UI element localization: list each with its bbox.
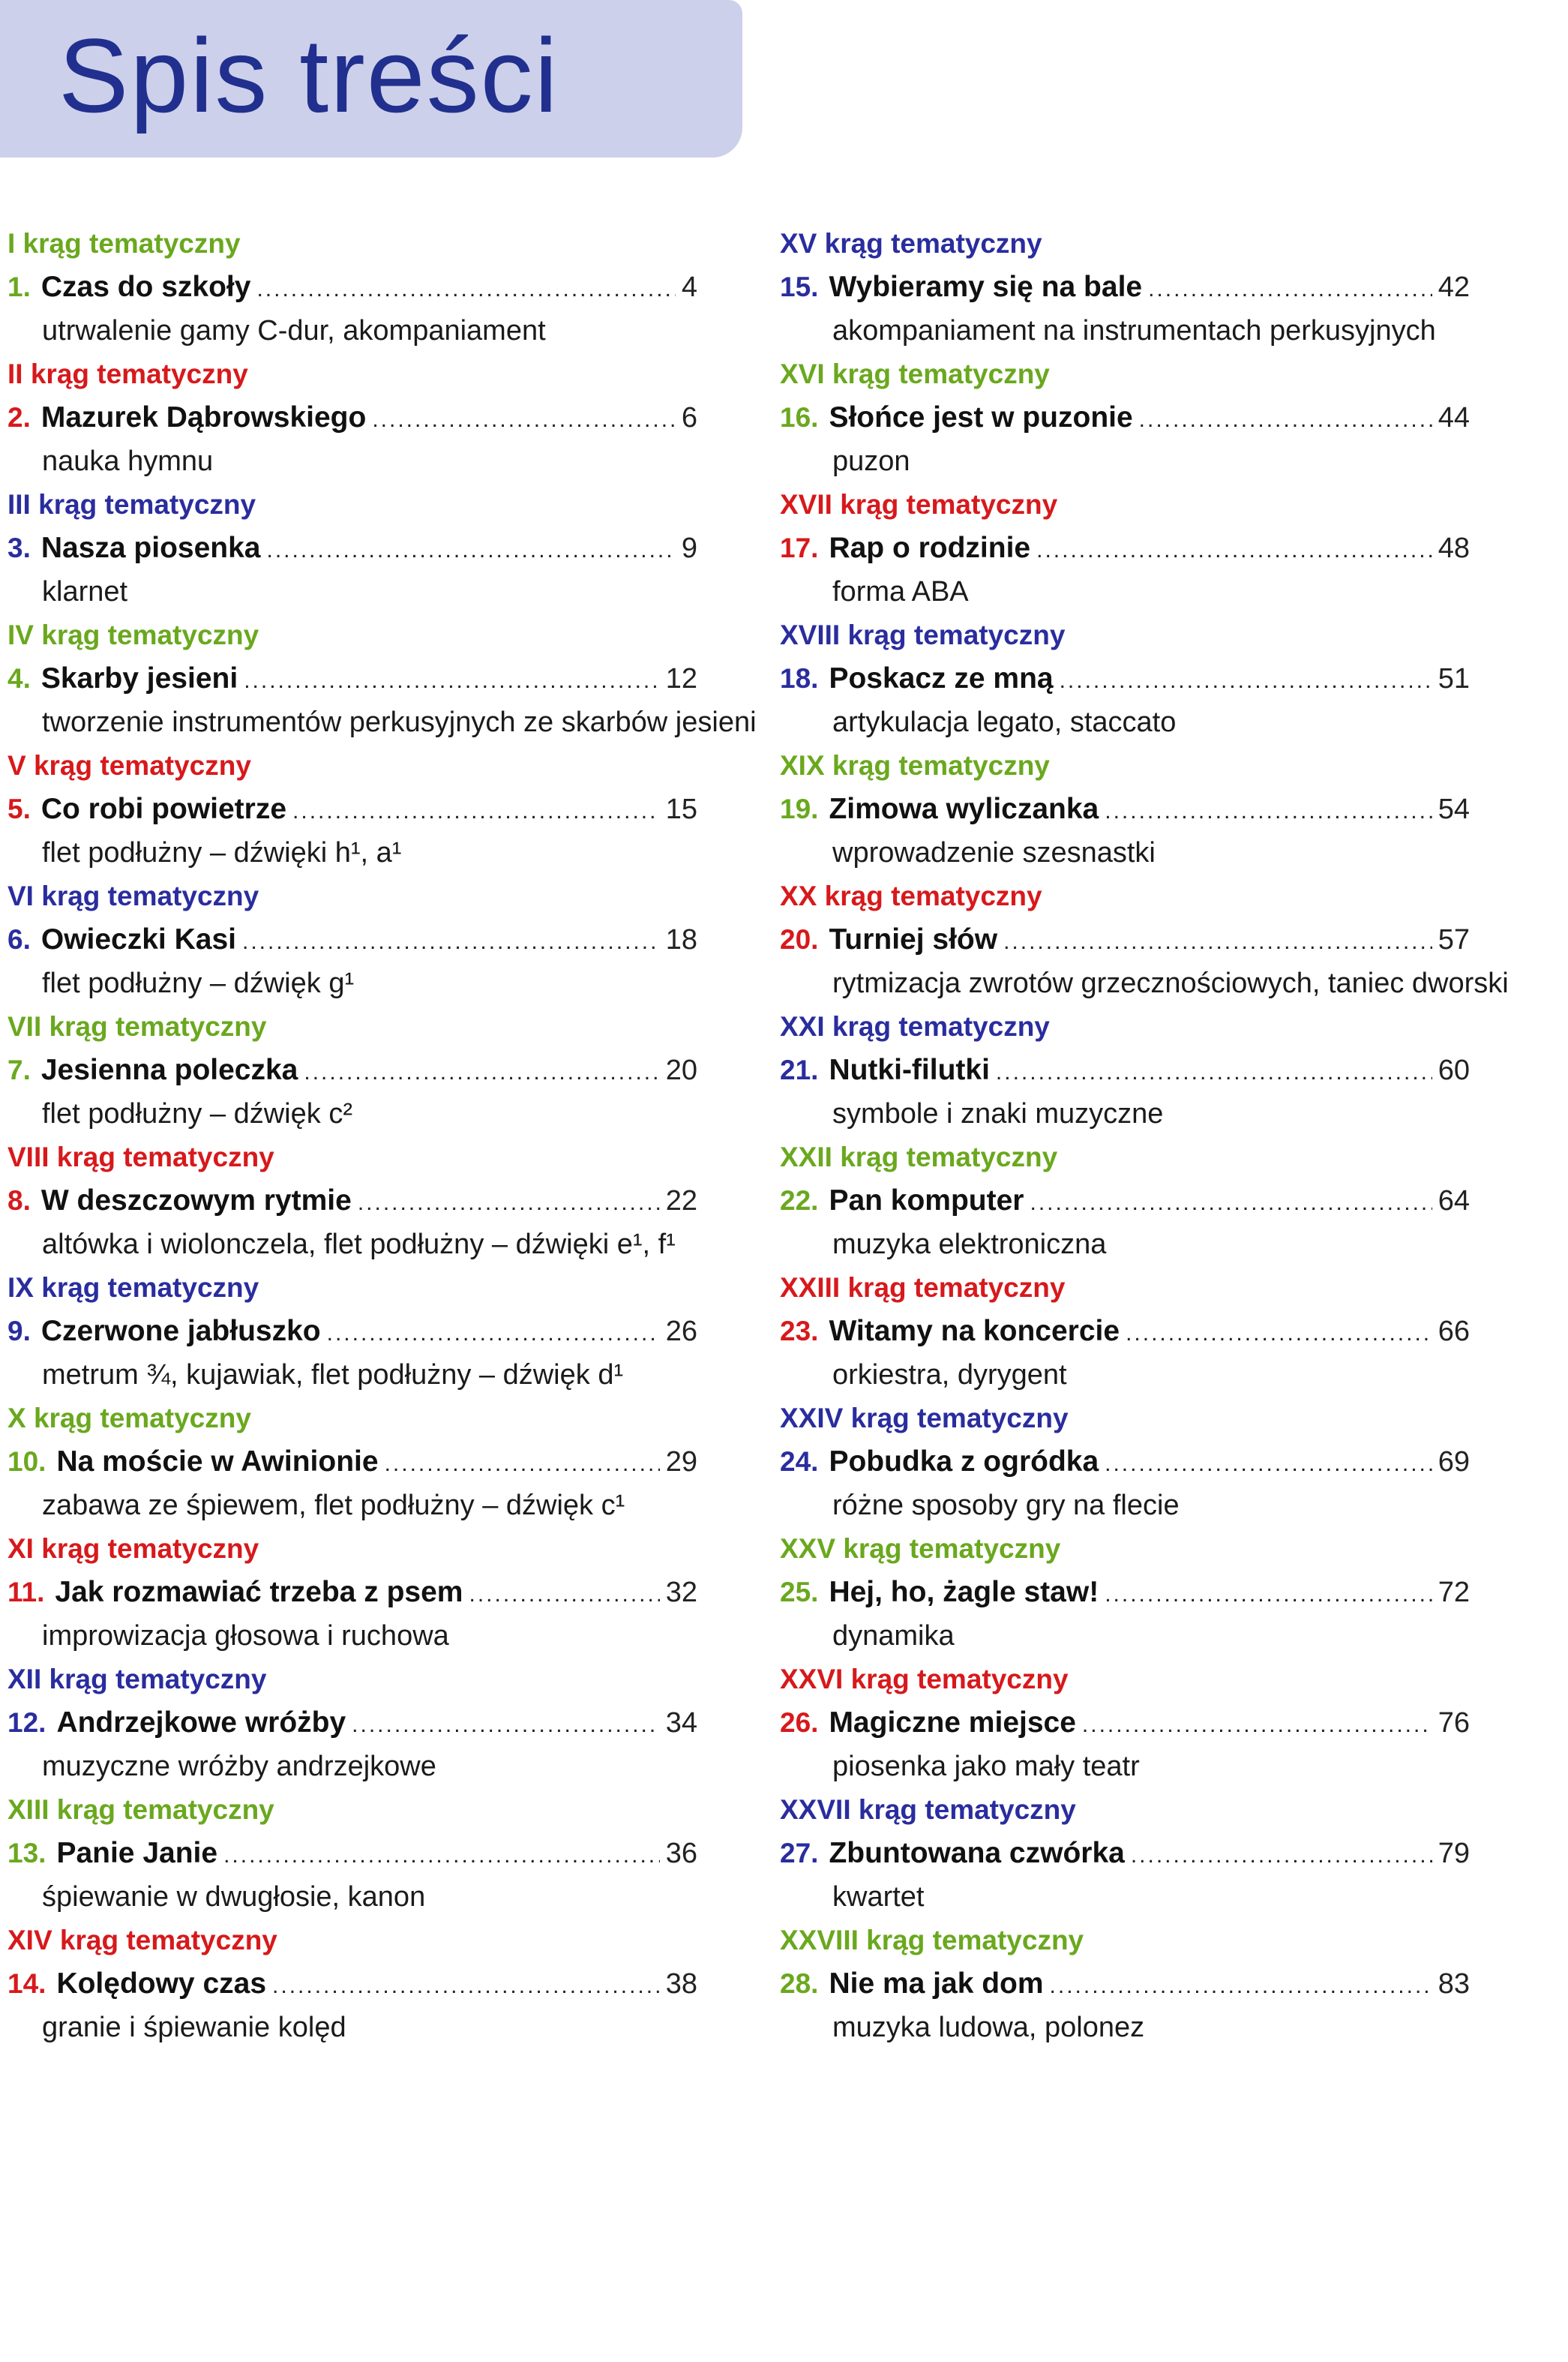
toc-entry[interactable] (7, 1179, 697, 1223)
entry-number: 4. (7, 663, 31, 694)
section-heading: XXVIII krąg tematyczny (780, 1925, 1084, 1955)
toc-entry[interactable] (780, 1179, 1470, 1223)
dot-leader (256, 268, 675, 311)
section-heading: XIX krąg tematyczny (780, 750, 1050, 781)
toc-section (780, 1527, 1470, 1658)
entry-page-number: 60 (1438, 1055, 1470, 1086)
section-heading: XVII krąg tematyczny (780, 489, 1058, 520)
toc-section (7, 483, 697, 614)
dot-leader (1126, 1312, 1432, 1355)
entry-subtitle: utrwalenie gamy C-dur, akompaniament (42, 315, 546, 347)
toc-entry[interactable] (7, 1832, 697, 1875)
entry-subtitle: akompaniament na instrumentach perkusyjnych (832, 315, 1436, 347)
entry-number: 25. (780, 1577, 819, 1607)
entry-subtitle: flet podłużny – dźwięki h¹, a¹ (42, 837, 402, 869)
entry-subtitle: wprowadzenie szesnastki (832, 837, 1156, 869)
entry-number: 6. (7, 924, 31, 955)
entry-page-number: 66 (1438, 1316, 1470, 1347)
entry-number: 22. (780, 1185, 819, 1216)
entry-subtitle: kwartet (832, 1881, 925, 1913)
entry-number: 17. (780, 533, 819, 563)
entry-subtitle: flet podłużny – dźwięk c² (42, 1098, 352, 1130)
entry-number: 24. (780, 1446, 819, 1477)
toc-section (7, 1658, 697, 1788)
toc-entry[interactable] (7, 1310, 697, 1353)
entry-page-number: 18 (665, 924, 697, 956)
entry-page-number: 69 (1438, 1446, 1470, 1478)
dot-leader (327, 1312, 660, 1355)
entry-number: 21. (780, 1055, 819, 1085)
dot-leader (352, 1703, 660, 1747)
section-heading: XXII krąg tematyczny (780, 1142, 1058, 1172)
toc-section (7, 614, 757, 744)
entry-number: 26. (780, 1707, 819, 1738)
toc-section (780, 1266, 1470, 1397)
entry-title: Zbuntowana czwórka (829, 1837, 1125, 1869)
entry-title: Czas do szkoły (40, 271, 251, 303)
toc-section (780, 1788, 1470, 1919)
toc-left-column (7, 222, 757, 2049)
entry-subtitle: rytmizacja zwrotów grzecznościowych, taniec dworski (832, 968, 1509, 999)
entry-number: 19. (780, 794, 819, 824)
entry-page-number: 4 (681, 272, 697, 303)
section-heading: XXIV krąg tematyczny (780, 1403, 1069, 1433)
entry-subtitle: tworzenie instrumentów perkusyjnych ze skarbów jesieni (42, 707, 757, 738)
entry-page-number: 20 (665, 1055, 697, 1086)
toc-entry[interactable] (780, 788, 1470, 831)
entry-subtitle: klarnet (42, 576, 128, 608)
entry-title: Rap o rodzinie (829, 532, 1031, 564)
entry-title: Poskacz ze mną (829, 662, 1054, 695)
toc-section (780, 1919, 1470, 2049)
entry-page-number: 34 (665, 1707, 697, 1739)
toc-entry[interactable] (7, 527, 697, 570)
entry-number: 9. (7, 1316, 31, 1346)
entry-subtitle: artykulacja legato, staccato (832, 707, 1177, 738)
toc-entry[interactable] (7, 1440, 697, 1484)
toc-entry[interactable] (7, 1701, 697, 1745)
dot-leader (1082, 1703, 1432, 1747)
toc-section (7, 1136, 697, 1266)
dot-leader (385, 1442, 660, 1486)
entry-page-number: 32 (665, 1577, 697, 1608)
toc-entry[interactable] (780, 1571, 1470, 1614)
toc-entry[interactable] (7, 788, 697, 831)
section-heading: XI krąg tematyczny (7, 1533, 259, 1564)
dot-leader (1105, 1573, 1432, 1616)
toc-entry[interactable] (7, 1049, 697, 1092)
dot-leader (1105, 790, 1432, 833)
toc-section (780, 353, 1470, 483)
toc-section (780, 1005, 1470, 1136)
entry-title: Jesienna poleczka (40, 1054, 298, 1086)
section-heading: XV krąg tematyczny (780, 228, 1042, 259)
toc-section (7, 875, 697, 1005)
entry-subtitle: nauka hymnu (42, 446, 214, 477)
toc-entry[interactable] (7, 657, 697, 701)
entry-page-number: 29 (665, 1446, 697, 1478)
toc-section (7, 744, 697, 875)
entry-page-number: 36 (665, 1838, 697, 1869)
section-heading: XXV krąg tematyczny (780, 1533, 1061, 1564)
entry-subtitle: różne sposoby gry na flecie (832, 1490, 1180, 1521)
toc-entry[interactable] (780, 527, 1470, 570)
section-heading: XVIII krąg tematyczny (780, 620, 1066, 650)
entry-page-number: 22 (665, 1185, 697, 1217)
entry-page-number: 64 (1438, 1185, 1470, 1217)
section-heading: XXIII krąg tematyczny (780, 1272, 1066, 1303)
toc-section (780, 222, 1470, 353)
entry-page-number: 12 (665, 663, 697, 695)
section-heading: XVI krąg tematyczny (780, 359, 1050, 389)
section-heading: VII krąg tematyczny (7, 1011, 267, 1042)
entry-number: 23. (780, 1316, 819, 1346)
entry-title: Pobudka z ogródka (829, 1445, 1099, 1478)
title-banner (0, 0, 742, 158)
entry-title: Na moście w Awinionie (56, 1445, 379, 1478)
entry-title: Hej, ho, żagle staw! (829, 1576, 1099, 1608)
entry-subtitle: flet podłużny – dźwięk g¹ (42, 968, 355, 999)
toc-entry[interactable] (780, 1962, 1470, 2006)
dot-leader (358, 1181, 660, 1225)
section-heading: XX krąg tematyczny (780, 881, 1042, 911)
entry-page-number: 15 (665, 794, 697, 825)
entry-title: Turniej słów (829, 923, 998, 956)
entry-number: 1. (7, 272, 31, 302)
entry-subtitle: muzyka ludowa, polonez (832, 2012, 1145, 2043)
dot-leader (1036, 529, 1432, 572)
toc-section (780, 1136, 1470, 1266)
dot-leader (304, 1051, 659, 1094)
dot-leader (1139, 398, 1432, 442)
toc-section (7, 1397, 697, 1527)
entry-number: 14. (7, 1968, 46, 1999)
dot-leader (244, 659, 660, 703)
dot-leader (292, 790, 660, 833)
entry-title: Pan komputer (829, 1184, 1024, 1217)
entry-title: Nie ma jak dom (829, 1967, 1044, 2000)
entry-subtitle: muzyczne wróżby andrzejkowe (42, 1751, 436, 1782)
entry-title: Owieczki Kasi (40, 923, 236, 956)
entry-page-number: 26 (665, 1316, 697, 1347)
dot-leader (469, 1573, 659, 1616)
entry-number: 27. (780, 1838, 819, 1868)
dot-leader (1060, 659, 1432, 703)
toc-section (780, 744, 1470, 875)
dot-leader (1131, 1834, 1432, 1877)
toc-entry[interactable] (780, 1440, 1470, 1484)
toc-entry[interactable] (780, 657, 1470, 701)
toc-section (7, 1266, 697, 1397)
section-heading: XXVI krąg tematyczny (780, 1664, 1069, 1694)
section-heading: VI krąg tematyczny (7, 881, 259, 911)
section-heading: V krąg tematyczny (7, 750, 251, 781)
entry-number: 15. (780, 272, 819, 302)
dot-leader (1050, 1964, 1432, 2008)
entry-page-number: 9 (681, 533, 697, 564)
toc-entry[interactable] (7, 266, 697, 309)
dot-leader (272, 1964, 660, 2008)
toc-entry[interactable] (7, 1962, 697, 2006)
entry-page-number: 42 (1438, 272, 1470, 303)
entry-number: 20. (780, 924, 819, 955)
entry-number: 3. (7, 533, 31, 563)
entry-title: Nasza piosenka (40, 532, 261, 564)
toc-section (780, 875, 1509, 1005)
entry-page-number: 79 (1438, 1838, 1470, 1869)
entry-page-number: 6 (681, 402, 697, 434)
section-heading: XII krąg tematyczny (7, 1664, 267, 1694)
section-heading: XIV krąg tematyczny (7, 1925, 277, 1955)
entry-page-number: 72 (1438, 1577, 1470, 1608)
entry-title: Kolędowy czas (56, 1967, 267, 2000)
entry-number: 13. (7, 1838, 46, 1868)
entry-title: Panie Janie (56, 1837, 218, 1869)
toc-section (7, 1527, 697, 1658)
toc-section (7, 1005, 697, 1136)
entry-subtitle: puzon (832, 446, 910, 477)
entry-title: W deszczowym rytmie (40, 1184, 352, 1217)
entry-page-number: 57 (1438, 924, 1470, 956)
section-heading: XXI krąg tematyczny (780, 1011, 1050, 1042)
dot-leader (1148, 268, 1432, 311)
entry-title: Witamy na koncercie (829, 1315, 1120, 1347)
entry-subtitle: granie i śpiewanie kolęd (42, 2012, 346, 2043)
section-heading: III krąg tematyczny (7, 489, 256, 520)
toc-entry[interactable] (7, 396, 697, 440)
dot-leader (267, 529, 676, 572)
toc-section (780, 483, 1470, 614)
toc-section (780, 1397, 1470, 1527)
entry-title: Co robi powietrze (40, 793, 287, 825)
dot-leader (1030, 1181, 1432, 1225)
entry-subtitle: piosenka jako mały teatr (832, 1751, 1140, 1782)
section-heading: VIII krąg tematyczny (7, 1142, 274, 1172)
toc-entry[interactable] (780, 1310, 1470, 1353)
entry-title: Magiczne miejsce (829, 1706, 1076, 1739)
toc-entry[interactable] (780, 1701, 1470, 1745)
toc-section (7, 353, 697, 483)
dot-leader (1105, 1442, 1432, 1486)
entry-number: 18. (780, 663, 819, 694)
toc-entry[interactable] (780, 918, 1470, 962)
entry-subtitle: orkiestra, dyrygent (832, 1359, 1067, 1391)
toc-section (780, 614, 1470, 744)
entry-subtitle: metrum ¾, kujawiak, flet podłużny – dźwięk d¹ (42, 1359, 624, 1391)
toc-right-column (780, 222, 1509, 2049)
entry-title: Czerwone jabłuszko (40, 1315, 321, 1347)
entry-number: 2. (7, 402, 31, 433)
entry-page-number: 83 (1438, 1968, 1470, 2000)
entry-number: 8. (7, 1185, 31, 1216)
section-heading: X krąg tematyczny (7, 1403, 251, 1433)
entry-subtitle: dynamika (832, 1620, 955, 1652)
entry-subtitle: zabawa ze śpiewem, flet podłużny – dźwięk c¹ (42, 1490, 625, 1521)
section-heading: XIII krąg tematyczny (7, 1794, 274, 1825)
entry-page-number: 51 (1438, 663, 1470, 695)
entry-page-number: 38 (665, 1968, 697, 2000)
entry-page-number: 48 (1438, 533, 1470, 564)
entry-number: 12. (7, 1707, 46, 1738)
entry-subtitle: altówka i wiolonczela, flet podłużny – dźwięki e¹, f¹ (42, 1229, 676, 1260)
toc-section (7, 1919, 697, 2049)
toc-entry[interactable] (780, 1832, 1470, 1875)
section-heading: I krąg tematyczny (7, 228, 241, 259)
toc-entry[interactable] (7, 918, 697, 962)
section-heading: IX krąg tematyczny (7, 1272, 259, 1303)
entry-number: 28. (780, 1968, 819, 1999)
toc-entry[interactable] (780, 266, 1470, 309)
page-title: Spis treści (58, 17, 559, 134)
entry-number: 5. (7, 794, 31, 824)
dot-leader (1003, 920, 1432, 964)
section-heading: II krąg tematyczny (7, 359, 248, 389)
entry-number: 10. (7, 1446, 46, 1477)
dot-leader (372, 398, 676, 442)
section-heading: XXVII krąg tematyczny (780, 1794, 1076, 1825)
entry-subtitle: symbole i znaki muzyczne (832, 1098, 1164, 1130)
toc-section (7, 1788, 697, 1919)
entry-title: Nutki-filutki (829, 1054, 990, 1086)
dot-leader (223, 1834, 660, 1877)
entry-page-number: 44 (1438, 402, 1470, 434)
entry-title: Jak rozmawiać trzeba z psem (55, 1576, 463, 1608)
entry-title: Skarby jesieni (40, 662, 238, 695)
entry-title: Mazurek Dąbrowskiego (40, 401, 367, 434)
entry-subtitle: improwizacja głosowa i ruchowa (42, 1620, 449, 1652)
entry-number: 11. (7, 1577, 45, 1607)
entry-subtitle: forma ABA (832, 576, 969, 608)
toc-entry[interactable] (780, 1049, 1470, 1092)
toc-section (7, 222, 697, 353)
entry-title: Zimowa wyliczanka (829, 793, 1099, 825)
entry-title: Andrzejkowe wróżby (56, 1706, 346, 1739)
entry-number: 16. (780, 402, 819, 433)
dot-leader (242, 920, 660, 964)
toc-section (780, 1658, 1470, 1788)
toc-entry[interactable] (7, 1571, 697, 1614)
entry-subtitle: muzyka elektroniczna (832, 1229, 1107, 1260)
section-heading: IV krąg tematyczny (7, 620, 259, 650)
dot-leader (996, 1051, 1432, 1094)
entry-subtitle: śpiewanie w dwugłosie, kanon (42, 1881, 426, 1913)
entry-page-number: 76 (1438, 1707, 1470, 1739)
entry-title: Słońce jest w puzonie (829, 401, 1133, 434)
entry-number: 7. (7, 1055, 31, 1085)
entry-title: Wybieramy się na bale (829, 271, 1143, 303)
toc-entry[interactable] (780, 396, 1470, 440)
entry-page-number: 54 (1438, 794, 1470, 825)
